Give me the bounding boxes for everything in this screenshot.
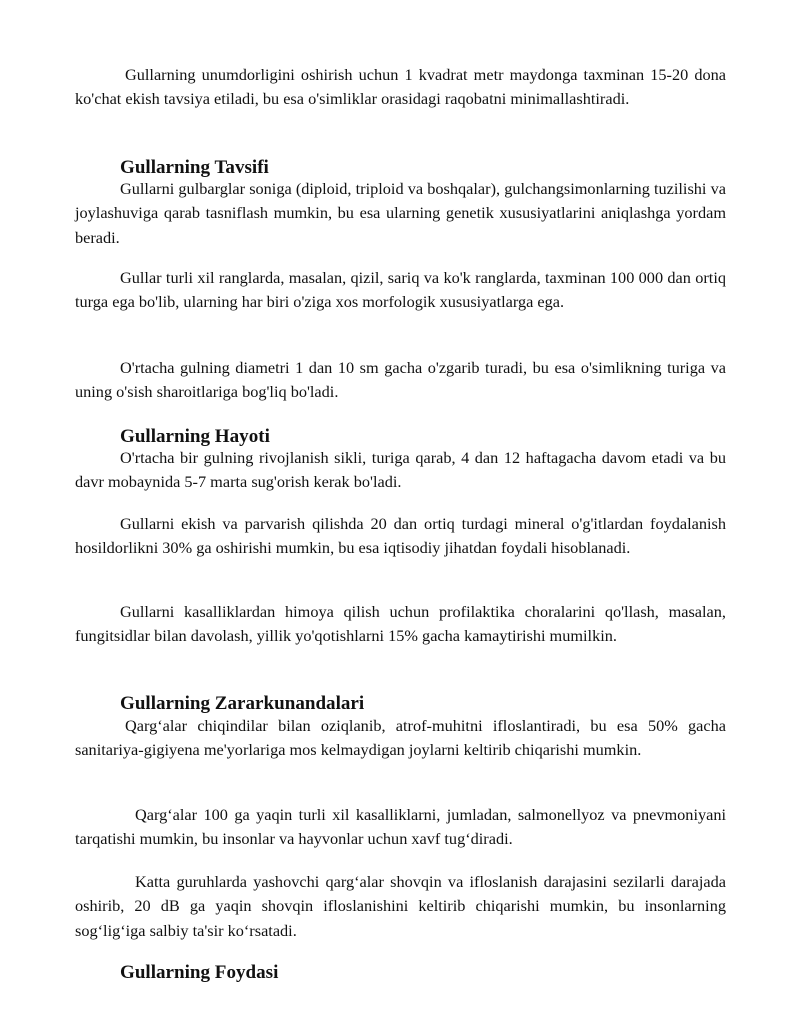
section-heading: Gullarning Hayoti bbox=[120, 426, 270, 447]
paragraph: Gullarning unumdorligini oshirish uchun 1 kvadrat metr maydonga taxminan 15-20 dona ko'chat ekish tavsiya etiladi, bu esa o'simliklar orasidagi raqobatni minimallashtiradi. bbox=[75, 65, 726, 109]
section-heading: Gullarning Zararkunandalari bbox=[120, 693, 365, 714]
paragraph: Gullarni gulbarglar soniga (diploid, triploid va boshqalar), gulchangsimonlarning tuzilishi va joylashuviga qarab tasniflash mumkin, bu esa ularning genetik xususiyatlarini aniqlashga yordam beradi. bbox=[75, 179, 726, 247]
paragraph: Gullarni ekish va parvarish qilishda 20 dan ortiq turdagi mineral o'g'itlardan foydalanish hosildorlikni 30% ga oshirishi mumkin, bu esa iqtisodiy jihatdan foydali hisoblanadi. bbox=[75, 514, 726, 558]
section-heading: Gullarning Foydasi bbox=[120, 962, 279, 983]
section-heading: Gullarning Tavsifi bbox=[120, 157, 269, 178]
paragraph: Qarg‘alar chiqindilar bilan oziqlanib, atrof-muhitni ifloslantiradi, bu esa 50% gacha sanitariya-gigiyena me'yorlariga mos kelmaydigan joylarni keltirib chiqarishi mumkin. bbox=[75, 716, 726, 760]
paragraph: Qarg‘alar 100 ga yaqin turli xil kasalliklarni, jumladan, salmonellyoz va pnevmoniyani tarqatishi mumkin, bu insonlar va hayvonlar uchun xavf tug‘diradi. bbox=[75, 805, 726, 849]
paragraph: O'rtacha gulning diametri 1 dan 10 sm gacha o'zgarib turadi, bu esa o'simlikning turiga va uning o'sish sharoitlariga bog'liq bo'ladi. bbox=[75, 358, 726, 402]
paragraph: Gullarni kasalliklardan himoya qilish uchun profilaktika choralarini qo'llash, masalan, fungitsidlar bilan davolash, yillik yo'qotishlarni 15% gacha kamaytirishi mumilkin. bbox=[75, 602, 726, 646]
paragraph: Katta guruhlarda yashovchi qarg‘alar shovqin va ifloslanish darajasini sezilarli darajada oshirib, 20 dB ga yaqin shovqin ifloslanishini keltirib chiqarishi mumkin, bu insonlarning sog‘lig‘iga salbiy ta'sir ko‘rsatadi. bbox=[75, 872, 726, 940]
paragraph: Gullar turli xil ranglarda, masalan, qizil, sariq va ko'k ranglarda, taxminan 100 000 dan ortiq turga ega bo'lib, ularning har biri o'ziga xos morfologik xususiyatlarga ega. bbox=[75, 268, 726, 312]
paragraph: O'rtacha bir gulning rivojlanish sikli, turiga qarab, 4 dan 12 haftagacha davom etadi va bu davr mobaynida 5-7 marta sug'orish kerak bo'ladi. bbox=[75, 448, 726, 492]
